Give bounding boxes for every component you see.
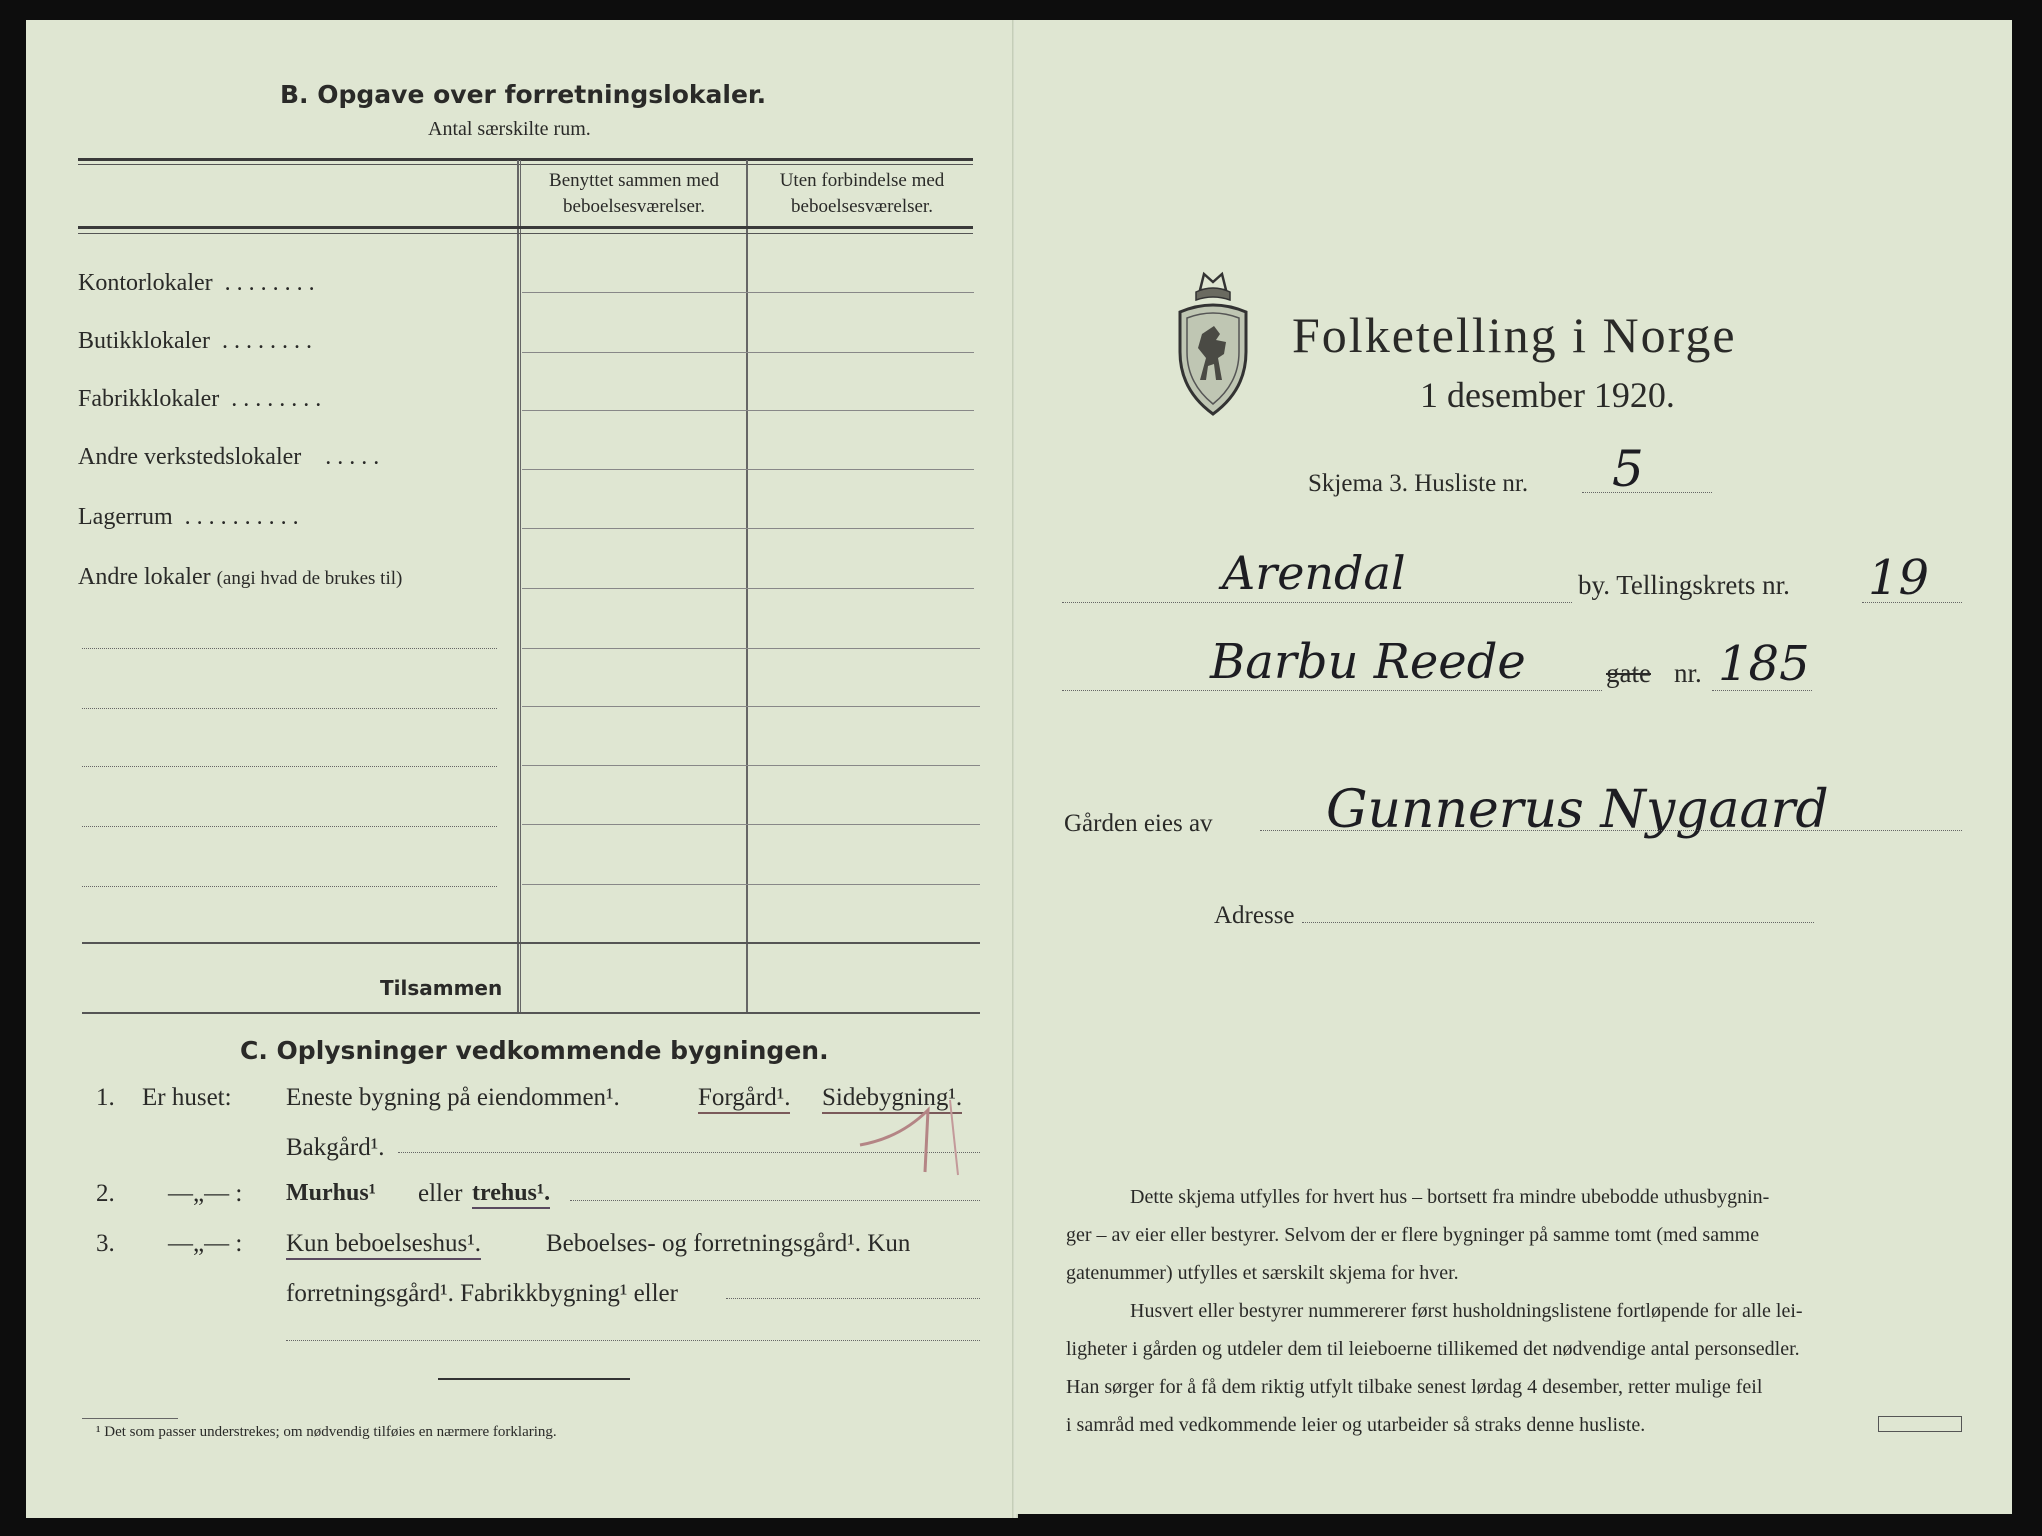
c1-question: Er huset: [142, 1084, 232, 1111]
blank-row-line [82, 766, 497, 767]
row-label-lagerrum: Lagerrum . . . . . . . . . . [78, 504, 299, 530]
owner-handwritten: Gunnerus Nygaard [1326, 780, 1829, 840]
blank-row-line [82, 648, 497, 649]
table-col-divider-1 [517, 160, 519, 1012]
c1-option-eneste: Eneste bygning på eiendommen¹. [286, 1084, 620, 1111]
c2-option-murhus: Murhus¹ [286, 1180, 376, 1206]
total-label: Tilsammen [380, 976, 503, 1000]
skjema-label: Skjema 3. Husliste nr. [1308, 470, 1529, 497]
row-label-verkstedslokaler: Andre verkstedslokaler . . . . . [78, 444, 380, 470]
street-number: 185 [1718, 636, 1810, 692]
gate-label: gate [1606, 658, 1651, 688]
instruction-line: gatenummer) utfylles et særskilt skjema for hver. [1066, 1262, 1459, 1284]
c2-question: —„— : [168, 1180, 243, 1207]
street-handwritten: Barbu Reede [1210, 634, 1526, 690]
blank-row-line [82, 886, 497, 887]
address-label: Adresse [1214, 902, 1295, 929]
footnote: ¹ Det som passer understrekes; om nødvendig tilføies en nærmere forklaring. [96, 1424, 557, 1440]
address-field [1302, 922, 1814, 923]
row-label-kontorlokaler: Kontorlokaler . . . . . . . . [78, 270, 315, 296]
instruction-line: ligheter i gården og utdeler dem til leieboerne tillikemed det nødvendige antal personsedler. [1066, 1338, 1800, 1360]
blank-row-line [82, 826, 497, 827]
col2-header-line1: Uten forbindelse med [779, 170, 945, 191]
col2-header-line2: beboelsesværelser. [791, 196, 933, 217]
owner-label: Gården eies av [1064, 810, 1213, 837]
instruction-line: Dette skjema utfylles for hvert hus – bortsett fra mindre ubebodde uthusbygnin- [1130, 1186, 1770, 1208]
c3-question: —„— : [168, 1230, 243, 1257]
table-top-rule [78, 158, 973, 161]
c1-option-sidebygning: Sidebygning¹. [822, 1084, 962, 1114]
c2-number: 2. [96, 1180, 115, 1207]
krets-number: 19 [1868, 550, 1930, 606]
blank-row-line [82, 708, 497, 709]
c2-eller: eller [418, 1180, 463, 1207]
c3-option-beboelses-forretning: Beboelses- og forretningsgård¹. Kun [546, 1230, 911, 1257]
instruction-line: Han sørger for å få dem riktig utfylt tilbake senest lørdag 4 desember, retter mulige feil [1066, 1376, 1763, 1398]
c3-number: 3. [96, 1230, 115, 1257]
c3-option-forretningsgard: forretningsgård¹. Fabrikkbygning¹ eller [286, 1280, 678, 1307]
by-krets-label: by. Tellingskrets nr. [1578, 570, 1790, 600]
pencil-mark [850, 1080, 1000, 1180]
c2-option-trehus: trehus¹. [472, 1180, 550, 1209]
coat-of-arms-icon [1170, 268, 1256, 418]
instruction-line: Husvert eller bestyrer nummererer først husholdningslistene fortløpende for alle lei- [1130, 1300, 1803, 1322]
c1-option-bakgard: Bakgård¹. [286, 1134, 385, 1161]
row-label-fabrikklokaler: Fabrikklokaler . . . . . . . . [78, 386, 322, 412]
instruction-line: i samråd med vedkommende leier og utarbeider så straks denne husliste. [1066, 1414, 1646, 1436]
c1-option-forgard: Forgård¹. [698, 1084, 790, 1114]
right-page [1016, 20, 2012, 1514]
row-label-andre-lokaler: Andre lokaler (angi hvad de brukes til) [78, 564, 403, 590]
row-label-butikklokaler: Butikklokaler . . . . . . . . [78, 328, 312, 354]
husliste-number: 5 [1612, 440, 1644, 498]
section-b-title: B. Opgave over forretningslokaler. [280, 80, 767, 109]
street-nr-label: nr. [1674, 658, 1702, 688]
document-title: Folketelling i Norge [1292, 307, 1737, 363]
printer-stamp [1878, 1416, 1962, 1432]
section-c-title: C. Oplysninger vedkommende bygningen. [240, 1036, 829, 1065]
census-date: 1 desember 1920. [1420, 375, 1675, 415]
section-b-subtitle: Antal særskilte rum. [428, 118, 591, 140]
header-bottom-rule [78, 226, 973, 229]
section-end-rule [438, 1378, 630, 1380]
city-handwritten: Arendal [1222, 546, 1406, 600]
col1-header-line1: Benyttet sammen med [549, 170, 719, 191]
col1-header-line2: beboelsesværelser. [563, 196, 705, 217]
c3-option-kun-beboelseshus: Kun beboelseshus¹. [286, 1230, 481, 1260]
total-bottom-rule [82, 1012, 980, 1014]
instruction-line: ger – av eier eller bestyrer. Selvom der er flere bygninger på samme tomt (med samme [1066, 1224, 1760, 1246]
total-top-rule [82, 942, 980, 944]
c1-number: 1. [96, 1084, 115, 1111]
